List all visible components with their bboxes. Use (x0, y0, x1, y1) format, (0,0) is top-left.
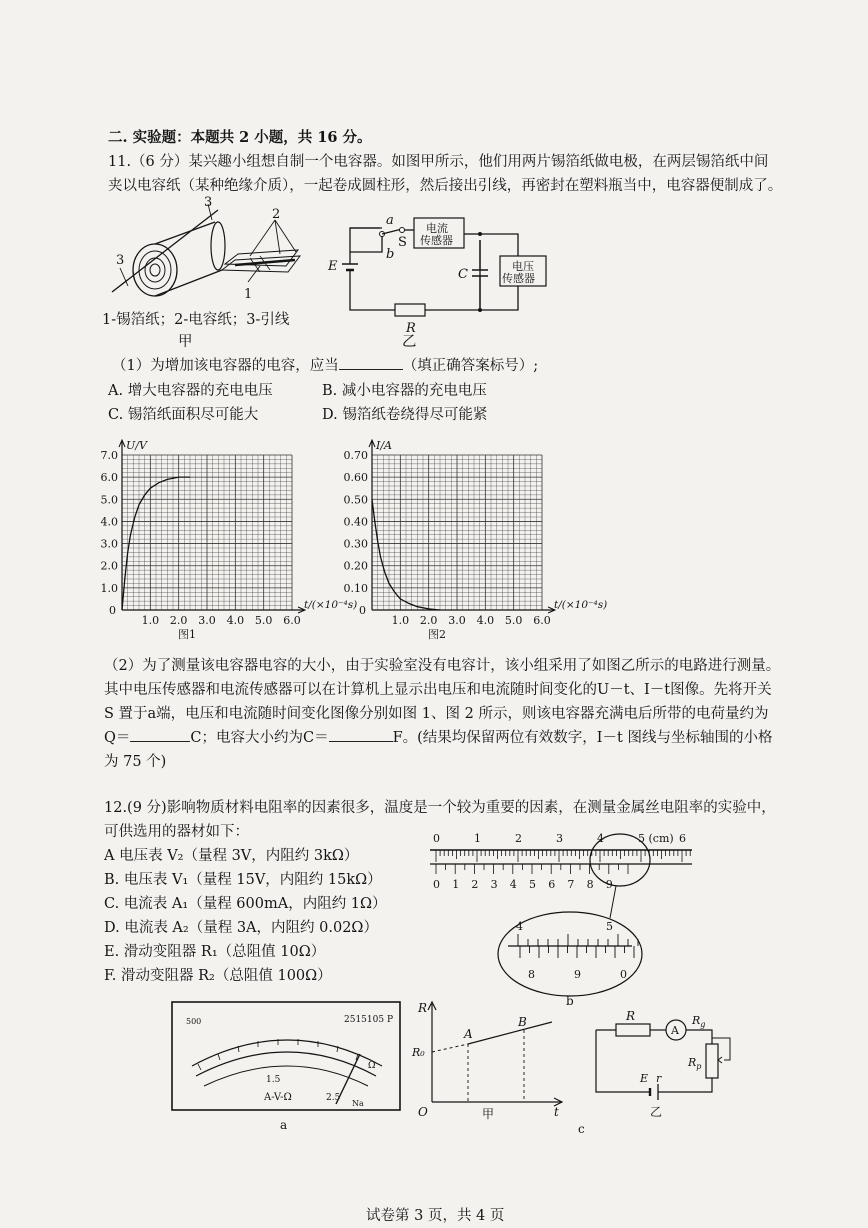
zoom-bottom-number: 8 (528, 968, 535, 981)
graph-jia-t: t (554, 1105, 559, 1119)
zoom-top-number: 5 (606, 920, 613, 933)
label-2: 2 (272, 207, 281, 222)
meter-ticks (198, 1039, 358, 1070)
x-tick-label: 3.0 (198, 614, 216, 627)
origin-label: 0 (359, 604, 366, 617)
y-tick-label: 7.0 (100, 449, 118, 462)
vernier-number: 7 (567, 878, 575, 891)
y-tick-label: 0.30 (343, 537, 368, 551)
y-axis-label: U/V (126, 439, 147, 452)
meter-center: A-V-Ω (264, 1092, 292, 1103)
equipment-b: B. 电压表 V₁（量程 15V，内阻约 15kΩ） (104, 872, 382, 888)
meter-two-five: 2.5 (326, 1093, 341, 1103)
equipment-c: C. 电流表 A₁（量程 600mA，内阻约 1Ω） (104, 896, 387, 912)
equipment-d: D. 电流表 A₂（量程 3A，内阻约 0.02Ω） (104, 920, 378, 936)
page-footer: 试卷第 3 页，共 4 页 (366, 1208, 505, 1224)
fig-jia-caption: 1-锡箔纸；2-电容纸；3-引线 (102, 312, 290, 328)
vernier-number: 8 (586, 878, 594, 891)
chart-figure-1 (90, 432, 360, 642)
y-tick-label: 0.20 (343, 559, 368, 573)
x-tick-label: 6.0 (533, 614, 551, 627)
section-title: 二. 实验题：本题共 2 小题，共 16 分。 (108, 129, 372, 146)
equipment-f: F. 滑动变阻器 R₂（总阻值 100Ω） (104, 968, 332, 984)
q11-stem-line1: 11.（6 分）某兴趣小组想自制一个电容器。如图甲所示，他们用两片锡箔纸做电极，在两层锡箔纸中间 (108, 154, 769, 170)
vernier-number: 3 (490, 878, 498, 891)
q11-part2-line1: （2）为了测量该电容器电容的大小，由于实验室没有电容计，该小组采用了如图乙所示的电路进行测量。 (104, 658, 781, 674)
option-c: C. 锡箔纸面积尽可能大 (108, 407, 259, 423)
x-tick-label: 4.0 (476, 614, 495, 627)
circuit-yi-q12 (586, 1010, 746, 1120)
main-scale-number: 0 (433, 832, 440, 845)
fig-jia-name: 甲 (178, 334, 193, 350)
graph-jia-name: 甲 (482, 1107, 495, 1121)
q12-stem-line2: 可供选用的器材如下： (104, 824, 249, 840)
q11-q-label: Q＝ (104, 730, 131, 746)
x-tick-label: 4.0 (226, 614, 245, 627)
graph-jia-R0: R₀ (412, 1046, 425, 1059)
y-tick-label: 2.0 (100, 559, 118, 573)
label-3-left: 3 (116, 253, 125, 268)
x-tick-label: 1.0 (391, 614, 410, 627)
q11-part2-line2: 其中电压传感器和电流传感器可以在计算机上显示出电压和电流随时间变化的U－t、I－t图像。先将开关 (104, 682, 772, 698)
y-tick-label: 0.60 (343, 471, 368, 485)
label-E: E (328, 259, 338, 274)
y-tick-label: 0.40 (343, 515, 368, 529)
q12-stem-line1: 12.(9 分)影响物质材料电阻率的因素很多，温度是一个较为重要的因素，在测量金属丝电阻率的实验中， (104, 800, 776, 816)
main-scale-number: 4 (597, 832, 604, 845)
y-tick-label: 0.50 (343, 493, 368, 507)
main-scale-number: 3 (556, 832, 563, 845)
circuit-yi-r: r (656, 1072, 662, 1085)
vernier-number: 0 (433, 878, 440, 891)
y-axis-label: I/A (376, 439, 392, 452)
q11-note: F。(结果均保留两位有效数字，I－t 图线与坐标轴围的小格 (392, 730, 773, 746)
q11-stem-line2: 夹以电容纸（某种绝缘介质），一起卷成圆柱形，然后接出引线，再密封在塑料瓶当中，电容器便制成了。 (108, 178, 783, 194)
equipment-e: E. 滑动变阻器 R₁（总阻值 10Ω） (104, 944, 326, 960)
q11-part1-pre: （1）为增加该电容器的电容，应当 (112, 358, 339, 374)
vernier-number: 2 (471, 878, 479, 891)
x-tick-label: 2.0 (419, 614, 438, 627)
caliper-label: b (566, 994, 574, 1008)
y-tick-label: 0.10 (343, 581, 368, 595)
label-3-top: 3 (204, 195, 213, 210)
y-tick-label: 6.0 (100, 471, 118, 485)
chart-grid (372, 455, 542, 610)
graph-jia-R: R (418, 1001, 428, 1015)
current-sensor-label-1: 电流 (426, 222, 448, 235)
chart-grid (122, 455, 292, 610)
graph-jia-O: O (418, 1105, 428, 1119)
x-tick-label: 5.0 (254, 614, 273, 627)
current-sensor-label-2: 传感器 (420, 234, 453, 247)
label-C: C (458, 267, 468, 282)
label-S: S (398, 235, 407, 250)
r-t-graph (412, 1000, 572, 1120)
option-b: B. 减小电容器的充电电压 (322, 383, 487, 399)
y-tick-label: 1.0 (100, 581, 118, 595)
meter-mid: 1.5 (266, 1075, 281, 1085)
vernier-number: 4 (509, 878, 517, 891)
vernier-number: 1 (452, 878, 460, 891)
graph-jia-A: A (464, 1027, 473, 1041)
chart-title: 图1 (178, 628, 196, 641)
x-tick-label: 3.0 (448, 614, 466, 627)
vernier-number: 9 (605, 878, 613, 891)
x-tick-label: 5.0 (504, 614, 523, 627)
chart-figure-2 (340, 432, 620, 642)
x-tick-label: 6.0 (283, 614, 301, 627)
q11-part1-post: （填正确答案标号）; (402, 358, 539, 374)
vernier-number: 5 (529, 878, 536, 891)
x-axis-label: t/(×10⁻⁴s) (304, 599, 358, 611)
option-d: D. 锡箔纸卷绕得尽可能紧 (322, 407, 488, 423)
vernier-number: 6 (548, 878, 556, 891)
x-axis-label: t/(×10⁻⁴s) (554, 599, 608, 611)
main-scale-number: 6 (679, 832, 686, 845)
circuit-yi-E: E (640, 1072, 649, 1085)
q11-part1 (112, 356, 538, 376)
multimeter-figure (168, 1000, 408, 1118)
zoom-bottom-number: 9 (574, 968, 581, 981)
circuit-yi-A: A (671, 1024, 679, 1037)
chart-title: 图2 (428, 628, 446, 641)
circuit-yi-Rp: $R_p$ (688, 1056, 702, 1071)
label-R: R (406, 321, 416, 336)
label-a: a (386, 213, 394, 228)
main-scale-number: 5 (cm) (638, 832, 674, 845)
q11-part2-line3: S 置于a端，电压和电流随时间变化图像分别如图 1、图 2 所示，则该电容器充满电后所带的电荷量约为 (104, 706, 769, 722)
label-b: b (386, 247, 395, 262)
main-scale-number: 1 (474, 832, 481, 845)
voltage-sensor-label-1: 电压 (512, 260, 534, 273)
circuit-yi-name: 乙 (650, 1105, 663, 1119)
circuit-yi-Rg: $R_g$ (692, 1014, 706, 1029)
q11-charge-blank[interactable] (130, 741, 190, 742)
meter-ohm: Ω (368, 1061, 376, 1071)
y-tick-label: 5.0 (100, 493, 118, 507)
meter-label: a (280, 1118, 288, 1132)
q11-capacitance-blank[interactable] (329, 741, 393, 742)
equipment-a: A 电压表 V₂（量程 3V，内阻约 3kΩ） (104, 848, 359, 864)
meter-na: Na (352, 1099, 364, 1108)
zoom-bottom-number: 0 (620, 968, 627, 981)
graph-jia-B: B (518, 1015, 527, 1029)
x-tick-label: 2.0 (169, 614, 188, 627)
y-tick-label: 4.0 (100, 515, 118, 529)
q11-part1-blank[interactable] (339, 369, 403, 370)
zoom-top-number: 4 (516, 920, 523, 933)
x-tick-label: 1.0 (141, 614, 160, 627)
main-scale-number: 2 (515, 832, 522, 845)
label-1: 1 (244, 287, 253, 302)
vernier-caliper-figure (430, 826, 710, 1006)
origin-label: 0 (109, 604, 116, 617)
q11-part2-line5: 为 75 个) (104, 754, 167, 770)
option-a: A. 增大电容器的充电电压 (108, 383, 273, 399)
y-tick-label: 0.70 (343, 449, 368, 462)
q11-c-label: C；电容大小约为C＝ (190, 730, 329, 746)
label-c: c (578, 1122, 585, 1136)
q11-part2-line4 (104, 728, 772, 748)
y-tick-label: 3.0 (100, 537, 118, 551)
circuit-yi-R: R (626, 1009, 636, 1023)
circuit-yi-figure (310, 212, 560, 352)
meter-top-right: 2515105 P (344, 1015, 393, 1025)
fig-yi-name: 乙 (402, 334, 417, 350)
voltage-sensor-label-2: 传感器 (502, 272, 535, 285)
meter-top-left: 500 (186, 1017, 202, 1026)
